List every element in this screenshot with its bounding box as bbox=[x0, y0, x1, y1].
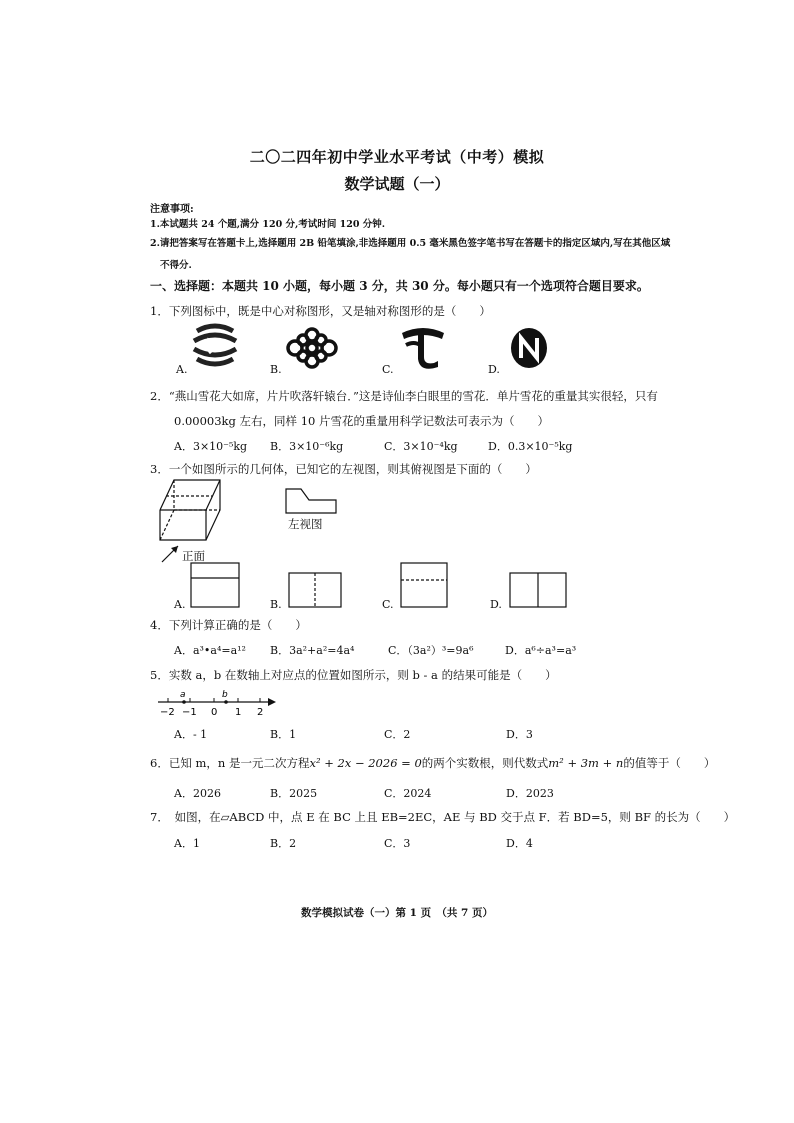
china-telecom-logo-icon bbox=[398, 321, 448, 371]
china-mobile-logo-icon bbox=[189, 321, 241, 369]
question-7-stem: 7． 如图，在▱ABCD 中，点 E 在 BC 上且 EB=2EC，AE 与 BD 交于点 F．若 BD=5，则 BF 的长为（ ） bbox=[150, 810, 736, 824]
china-unicom-knot-icon bbox=[285, 327, 339, 369]
question-3-stem: 3．一个如图所示的几何体，已知它的左视图，则其俯视图是下面的（ ） bbox=[150, 462, 537, 476]
tick-label: 1 bbox=[235, 707, 242, 718]
q6-equation: x² + 2x − 2026 = 0 bbox=[309, 756, 422, 770]
page-footer: 数学模拟试卷（一）第 1 页 （共 7 页） bbox=[301, 907, 493, 919]
front-label: 正面 bbox=[182, 549, 205, 563]
question-6-stem bbox=[150, 755, 715, 771]
q3-figure-d bbox=[509, 572, 567, 608]
tick-label: −2 bbox=[160, 707, 175, 718]
notes-heading: 注意事项: bbox=[150, 204, 194, 215]
q3-figure-b bbox=[288, 572, 342, 608]
q6-stem-part2: 的两个实数根，则代数式 bbox=[421, 756, 549, 770]
q1-option-a: A. bbox=[176, 363, 188, 376]
left-view-label: 左视图 bbox=[288, 517, 323, 531]
question-4-stem: 4．下列计算正确的是（ ） bbox=[150, 618, 307, 632]
point-a-label: a bbox=[180, 690, 186, 700]
question-2-stem-line1: 2．“燕山雪花大如席，片片吹落轩辕台．”这是诗仙李白眼里的雪花．单片雪花的重量其实很轻，只有 bbox=[150, 389, 658, 403]
tick-label: 2 bbox=[257, 707, 264, 718]
note-item-2: 2.请把答案写在答题卡上,选择题用 2B 铅笔填涂,非选择题用 0.5 毫米黑色签字笔书写在答题卡的指定区域内,写在其他区域 bbox=[150, 238, 671, 249]
q5-option-b: B．1 bbox=[270, 728, 297, 741]
q3-figure-c bbox=[400, 562, 448, 608]
q3-figure-a bbox=[190, 562, 240, 608]
q6-option-a: A．2026 bbox=[174, 787, 221, 800]
question-5-stem: 5．实数 a，b 在数轴上对应点的位置如图所示，则 b - a 的结果可能是（ ） bbox=[150, 668, 557, 682]
q5-option-c: C．2 bbox=[384, 728, 411, 741]
tick-label: −1 bbox=[182, 707, 197, 718]
left-view-figure bbox=[285, 488, 337, 514]
q3-option-b: B. bbox=[270, 598, 282, 611]
exam-title: 二〇二四年初中学业水平考试（中考）模拟 bbox=[249, 148, 545, 166]
q4-option-a: A．a³•a⁴=a¹² bbox=[174, 644, 246, 657]
q7-option-b: B．2 bbox=[270, 837, 297, 850]
q5-option-a: A．- 1 bbox=[174, 728, 208, 741]
circle-n-logo-icon bbox=[509, 326, 549, 370]
q6-option-d: D．2023 bbox=[506, 787, 554, 800]
q2-option-a: A．3×10⁻⁵kg bbox=[174, 440, 248, 453]
section-title: 一、选择题：本题共 10 小题，每小题 3 分，共 30 分。每小题只有一个选项符合题目要求。 bbox=[150, 279, 649, 293]
q7-option-d: D．4 bbox=[506, 837, 533, 850]
tick-label: 0 bbox=[211, 707, 218, 718]
q2-option-c: C．3×10⁻⁴kg bbox=[384, 440, 458, 453]
point-b-label: b bbox=[222, 690, 228, 700]
q5-option-d: D．3 bbox=[506, 728, 533, 741]
q3-option-a: A. bbox=[174, 598, 186, 611]
number-line bbox=[156, 688, 278, 718]
q6-stem-part1: 6．已知 m，n 是一元二次方程 bbox=[150, 756, 310, 770]
question-2-stem-line2: 0.00003kg 左右，同样 10 片雪花的重量用科学记数法可表示为（ ） bbox=[174, 414, 549, 428]
q1-option-d: D. bbox=[488, 363, 500, 376]
q4-option-c: C．（3a²）³=9a⁶ bbox=[388, 644, 474, 657]
question-1-stem: 1．下列图标中，既是中心对称图形，又是轴对称图形的是（ ） bbox=[150, 304, 491, 318]
q6-option-b: B．2025 bbox=[270, 787, 318, 800]
q6-option-c: C．2024 bbox=[384, 787, 432, 800]
q7-option-a: A．1 bbox=[174, 837, 200, 850]
q2-option-b: B．3×10⁻⁶kg bbox=[270, 440, 344, 453]
q4-option-b: B．3a²+a²=4a⁴ bbox=[270, 644, 355, 657]
q3-option-d: D. bbox=[490, 598, 502, 611]
exam-subtitle: 数学试题（一） bbox=[344, 175, 450, 193]
q6-expression: m² + 3m + n bbox=[548, 756, 624, 770]
q1-option-c: C. bbox=[382, 363, 394, 376]
note-item-1: 1.本试题共 24 个题,满分 120 分,考试时间 120 分钟. bbox=[150, 219, 386, 230]
q6-stem-part3: 的值等于（ ） bbox=[623, 756, 716, 770]
q7-option-c: C．3 bbox=[384, 837, 411, 850]
q1-option-b: B. bbox=[270, 363, 282, 376]
q4-option-d: D．a⁶÷a³=a³ bbox=[505, 644, 577, 657]
note-item-2-cont: 不得分. bbox=[160, 260, 192, 271]
q3-option-c: C. bbox=[382, 598, 394, 611]
q2-option-d: D．0.3×10⁻⁵kg bbox=[488, 440, 573, 453]
